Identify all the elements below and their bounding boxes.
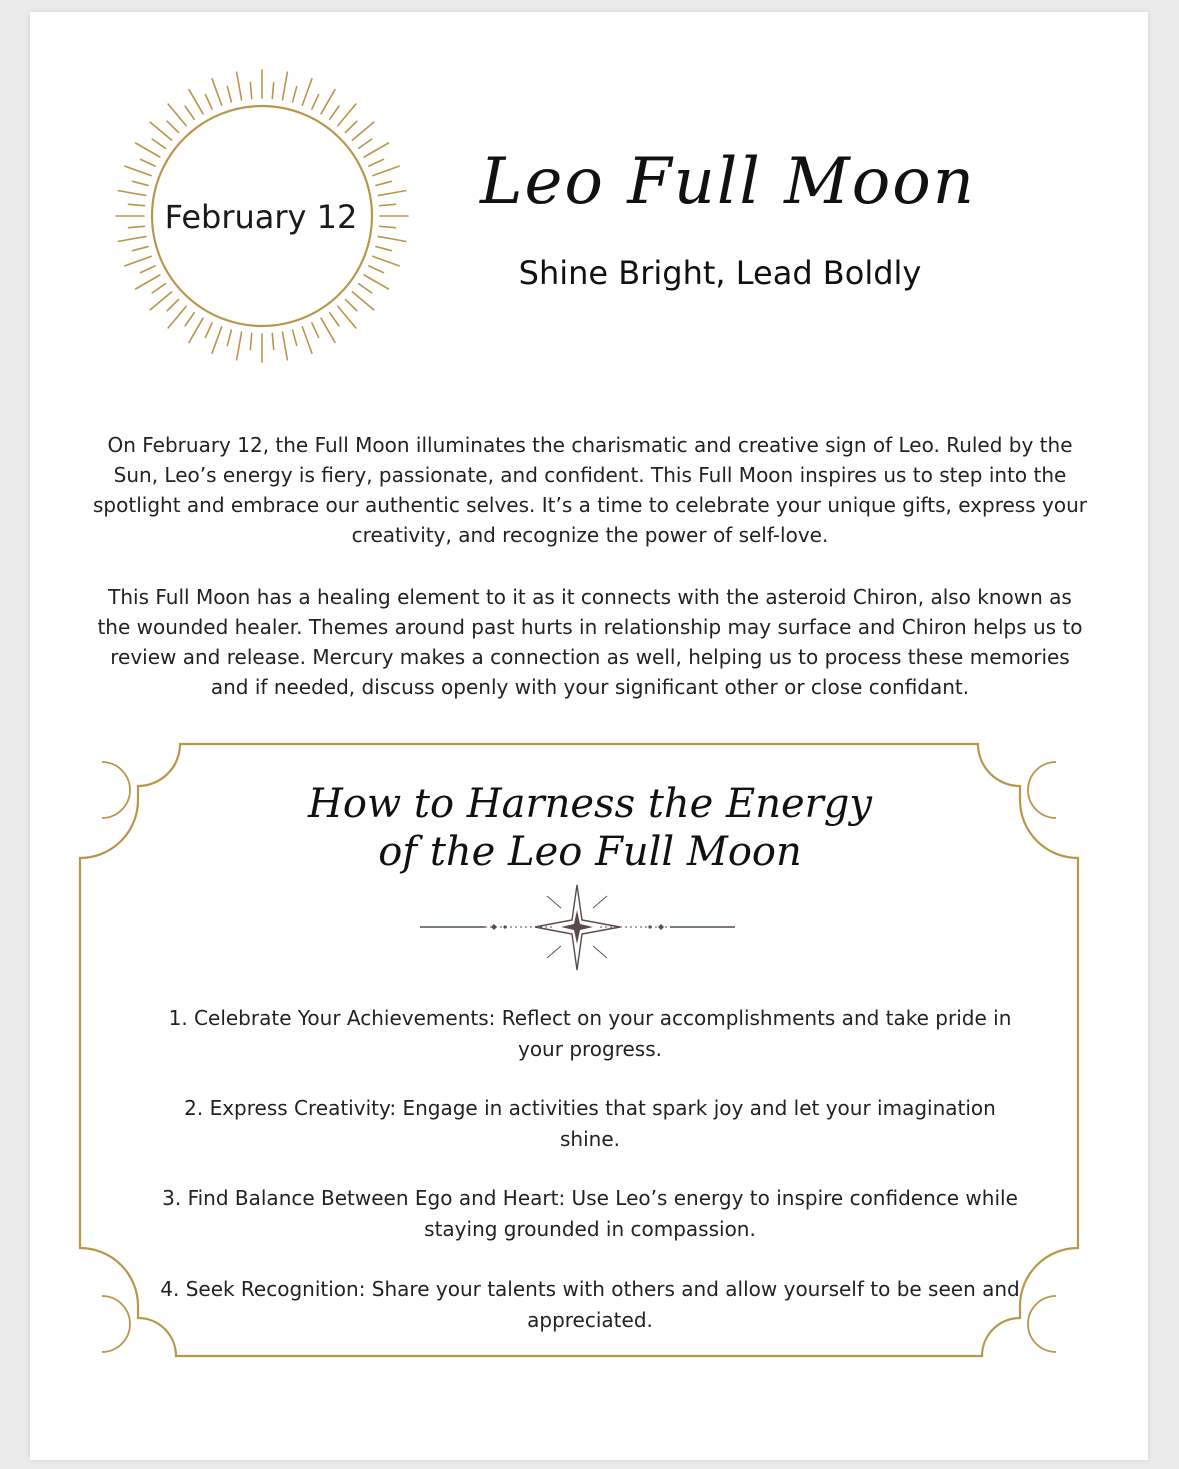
sun-ray [338, 104, 356, 125]
sun-ray [364, 143, 388, 157]
sun-ray [250, 83, 251, 99]
sun-ray [250, 334, 251, 350]
crescent-moon-icon [1028, 1296, 1056, 1352]
crescent-moon-icon [102, 762, 130, 818]
sun-ray [205, 95, 212, 110]
sun-ray [272, 83, 273, 99]
sun-ray [168, 104, 186, 125]
sun-ray [376, 181, 391, 185]
sun-ray [302, 327, 312, 353]
sun-ray [352, 122, 373, 140]
sun-ray [378, 236, 406, 241]
sun-ray [237, 332, 242, 360]
sun-ray [205, 323, 212, 338]
sun-ray [302, 79, 312, 105]
sun-ray [133, 247, 148, 251]
sun-ray [338, 306, 356, 327]
sun-ray [189, 90, 203, 114]
harness-title-line1: How to Harness the Energy [307, 781, 873, 827]
sun-ray [373, 166, 399, 176]
sun-ray [150, 292, 171, 310]
harness-title-line2: of the Leo Full Moon [378, 829, 802, 875]
sun-ray [330, 106, 339, 119]
sun-ray [141, 159, 156, 166]
sun-ray [312, 95, 319, 110]
sun-ray [189, 318, 203, 342]
sun-ray [129, 204, 145, 205]
sun-ray [330, 313, 339, 326]
sun-ray [152, 139, 165, 148]
sun-ray [312, 323, 319, 338]
harness-title [220, 780, 960, 876]
sun-ray [167, 121, 178, 132]
sun-ray [378, 191, 406, 196]
sun-ray [376, 247, 391, 251]
page-title: Leo Full Moon [480, 145, 976, 219]
sun-ray [364, 275, 388, 289]
sun-ray [227, 87, 231, 102]
sun-ray [380, 204, 396, 205]
tip-item: 4. Seek Recognition: Share your talents with others and allow yourself to be seen and appreciated. [160, 1277, 1020, 1332]
sun-ray [293, 330, 297, 345]
sun-ray [185, 106, 194, 119]
sparkle-star-icon [415, 880, 740, 975]
sun-ray [321, 90, 335, 114]
sun-ray [369, 266, 384, 273]
sun-ray [185, 313, 194, 326]
sun-ray [167, 299, 178, 310]
crescent-moon-icon [1028, 762, 1056, 818]
sun-ray [359, 139, 372, 148]
sun-ray [168, 306, 186, 327]
page-subtitle: Shine Bright, Lead Boldly [518, 254, 922, 292]
sun-ray [136, 275, 160, 289]
tip-item: 2. Express Creativity: Engage in activities that spark joy and let your imagination shine. [184, 1096, 996, 1151]
sun-ray [373, 256, 399, 266]
sun-ray [133, 181, 148, 185]
sun-ray [321, 318, 335, 342]
sun-ray [380, 226, 396, 227]
sun-ray [227, 330, 231, 345]
crescent-moon-icon [102, 1296, 130, 1352]
sun-ray [152, 284, 165, 293]
sun-ray [118, 191, 146, 196]
tip-item: 3. Find Balance Between Ego and Heart: Use Leo’s energy to inspire confidence while staying grounded in compassion. [162, 1186, 1018, 1241]
sun-ray [129, 226, 145, 227]
sun-ray [282, 332, 287, 360]
sun-ray [136, 143, 160, 157]
sun-ray [369, 159, 384, 166]
sun-ray [118, 236, 146, 241]
sun-ray [212, 327, 222, 353]
intro-paragraph: On February 12, the Full Moon illuminates the charismatic and creative sign of Leo. Ruled by the Sun, Leo’s energy is fiery, passionate, and confident. This Full Moon inspires us to step into the spotlight and embrace our authentic selves. It’s a time to celebrate your unique gifts, express your creativity, and recognize the power of self-love. [93, 433, 1087, 547]
sun-ray [237, 72, 242, 100]
date-label: February 12 [164, 198, 358, 236]
sun-ray [359, 284, 372, 293]
sun-ray [345, 299, 356, 310]
sun-ray [282, 72, 287, 100]
sun-ray [293, 87, 297, 102]
sun-ray [141, 266, 156, 273]
tip-item: 1. Celebrate Your Achievements: Reflect on your accomplishments and take pride in your progress. [168, 1006, 1012, 1061]
sun-ray [125, 256, 151, 266]
sun-ray [345, 121, 356, 132]
sun-ray [352, 292, 373, 310]
sun-ray [212, 79, 222, 105]
chiron-paragraph: This Full Moon has a healing element to it as it connects with the asteroid Chiron, also known as the wounded healer. Themes around past hurts in relationship may surface and Chiron helps us to review and release. Mercury makes a connection as well, helping us to process these memories and if needed, discuss openly with your significant other or close confidant. [97, 585, 1083, 699]
sun-ray [125, 166, 151, 176]
sun-ray [150, 122, 171, 140]
sun-ray [272, 334, 273, 350]
